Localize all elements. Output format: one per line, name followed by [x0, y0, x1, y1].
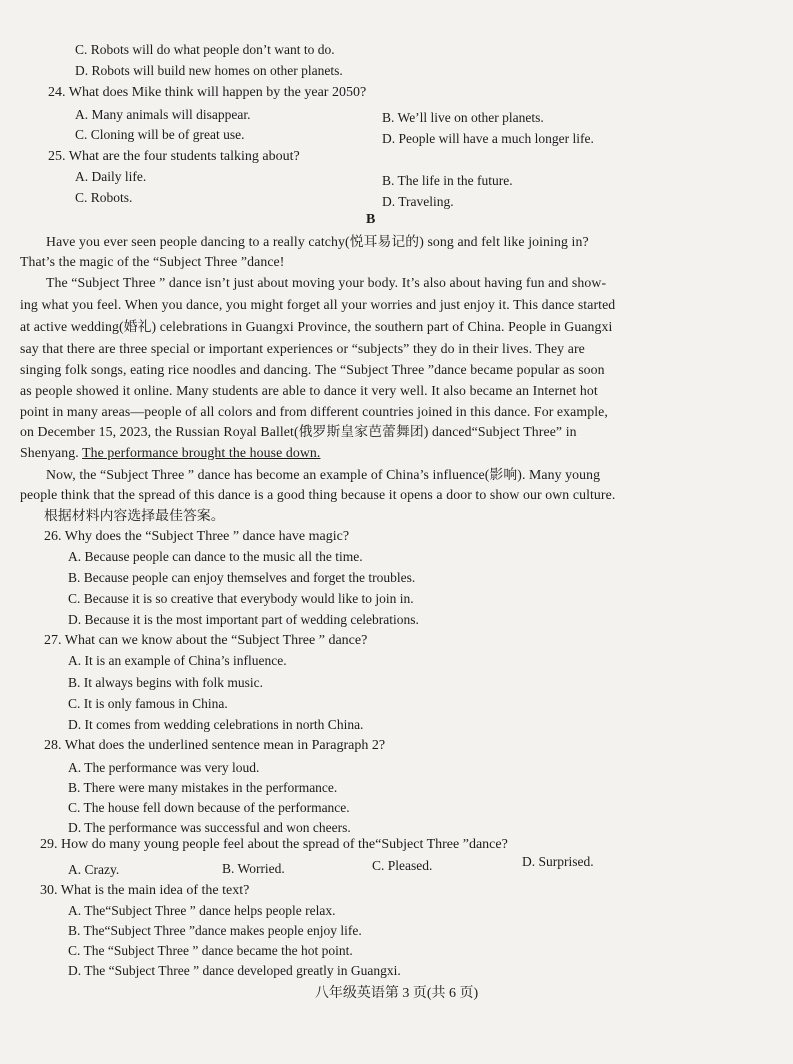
option-letter: D. — [382, 194, 396, 209]
option-letter: C. — [372, 858, 385, 873]
option-letter: C. — [68, 800, 81, 815]
option-letter: B. — [222, 861, 235, 876]
option-letter: D. — [382, 131, 396, 146]
q30-option-d — [68, 962, 401, 980]
option-letter: A. — [68, 903, 82, 918]
option-text: It is an example of China’s influence. — [84, 653, 287, 668]
option-letter: A. — [68, 760, 82, 775]
q25-stem — [48, 148, 300, 166]
option-letter: B. — [68, 675, 81, 690]
q28-stem — [44, 737, 385, 755]
q25-option-d — [382, 193, 454, 211]
option-text: Because it is so creative that everybody would like to join in. — [83, 591, 414, 606]
q23-option-c — [75, 41, 335, 59]
option-text: Robots will do what people don’t want to do. — [90, 42, 335, 57]
q30-option-b — [68, 922, 362, 940]
option-text: It comes from wedding celebrations in north China. — [84, 717, 364, 732]
option-letter: C. — [68, 591, 81, 606]
question-number: 25. — [48, 149, 66, 164]
q25-option-a — [75, 168, 146, 186]
q29-option-a — [68, 861, 119, 879]
option-text: Robots. — [90, 190, 133, 205]
option-text: People will have a much longer life. — [398, 131, 594, 146]
option-letter: D. — [68, 820, 82, 835]
option-text: The performance was very loud. — [84, 760, 260, 775]
option-text: Because people can dance to the music all the time. — [84, 549, 363, 564]
option-text: Cloning will be of great use. — [90, 127, 245, 142]
q27-option-a — [68, 652, 287, 670]
option-text: The “Subject Three ” dance developed greatly in Guangxi. — [84, 963, 401, 978]
passage-line: at active wedding(婚礼) celebrations in Guangxi Province, the southern part of China. People in Guangxi — [20, 319, 613, 334]
q26-option-d — [68, 611, 419, 629]
option-text: Many animals will disappear. — [91, 107, 251, 122]
option-letter: A. — [68, 653, 82, 668]
q25-option-c — [75, 189, 132, 207]
option-text: The “Subject Three ” dance became the hot point. — [83, 943, 353, 958]
q28-option-a — [68, 759, 259, 777]
question-text: What does Mike think will happen by the year 2050? — [68, 85, 367, 100]
option-letter: C. — [68, 943, 81, 958]
passage-line: singing folk songs, eating rice noodles and dancing. The “Subject Three ”dance became popular as soon — [20, 362, 605, 377]
option-letter: D. — [68, 963, 82, 978]
underlined-sentence: The performance brought the house down. — [82, 445, 321, 460]
option-letter: A. — [75, 107, 89, 122]
q24-stem — [48, 84, 366, 102]
passage-line: say that there are three special or important experiences or “subjects” they do in their lives. They are — [20, 341, 585, 356]
q27-option-b — [68, 674, 263, 692]
q30-stem — [40, 882, 249, 900]
option-letter: C. — [68, 696, 81, 711]
passage-line: point in many areas—people of all colors and from different countries joined in this dance. For example, — [20, 404, 608, 419]
option-letter: C. — [75, 42, 88, 57]
q24-option-d — [382, 130, 594, 148]
option-letter: A. — [68, 862, 82, 877]
option-letter: B. — [382, 173, 395, 188]
q30-option-a — [68, 902, 336, 920]
page-footer: 八年级英语第 3 页(共 6 页) — [314, 986, 479, 1001]
option-text: The“Subject Three ”dance makes people enjoy life. — [83, 923, 362, 938]
q26-stem — [44, 528, 349, 546]
option-text: We’ll live on other planets. — [397, 110, 544, 125]
question-text: How do many young people feel about the spread of the“Subject Three ”dance? — [61, 837, 508, 852]
question-number: 29. — [40, 837, 58, 852]
passage-line: The “Subject Three ” dance isn’t just about moving your body. It’s also about having fun and show- — [46, 275, 607, 290]
passage-line: ing what you feel. When you dance, you might forget all your worries and just enjoy it. This dance started — [20, 297, 616, 312]
option-text: The“Subject Three ” dance helps people relax. — [84, 903, 336, 918]
q28-option-b — [68, 779, 337, 797]
option-text: Robots will build new homes on other planets. — [91, 63, 343, 78]
option-text: Traveling. — [398, 194, 454, 209]
passage-line-shenyang — [20, 444, 320, 462]
option-letter: D. — [68, 717, 82, 732]
option-text: Because people can enjoy themselves and forget the troubles. — [83, 570, 416, 585]
q26-option-a — [68, 548, 363, 566]
q24-option-b — [382, 109, 544, 127]
question-text: What can we know about the “Subject Three ” dance? — [64, 633, 368, 648]
option-text: Pleased. — [387, 858, 433, 873]
question-text: What is the main idea of the text? — [60, 883, 250, 898]
option-letter: B. — [382, 110, 395, 125]
q25-option-b — [382, 172, 513, 190]
q30-option-c — [68, 942, 353, 960]
question-number: 27. — [44, 633, 62, 648]
q26-option-b — [68, 569, 415, 587]
q29-option-d — [522, 853, 594, 871]
question-number: 24. — [48, 85, 66, 100]
option-text: Daily life. — [91, 169, 147, 184]
instruction: 根据材料内容选择最佳答案。 — [44, 508, 225, 523]
option-text: The house fell down because of the performance. — [83, 800, 350, 815]
passage-line: on December 15, 2023, the Russian Royal Ballet(俄罗斯皇家芭蕾舞团) danced“Subject Three” in — [20, 424, 577, 439]
q29-option-b — [222, 860, 285, 878]
question-text: What does the underlined sentence mean in Paragraph 2? — [64, 738, 386, 753]
option-letter: D. — [75, 63, 89, 78]
option-letter: B. — [68, 780, 81, 795]
q27-stem — [44, 632, 367, 650]
passage-text: Shenyang. — [20, 445, 79, 460]
passage-line: Now, the “Subject Three ” dance has become an example of China’s influence(影响). Many young — [46, 467, 601, 482]
passage-line: people think that the spread of this dance is a good thing because it opens a door to show our own culture. — [20, 487, 616, 502]
option-text: It always begins with folk music. — [83, 675, 263, 690]
q27-option-c — [68, 695, 228, 713]
question-number: 28. — [44, 738, 62, 753]
passage-line: That’s the magic of the “Subject Three ”dance! — [20, 254, 285, 269]
option-text: The life in the future. — [397, 173, 513, 188]
option-text: There were many mistakes in the performance. — [83, 780, 338, 795]
q24-option-c — [75, 126, 245, 144]
option-letter: D. — [522, 854, 536, 869]
q24-option-a — [75, 106, 250, 124]
option-text: The performance was successful and won cheers. — [84, 820, 351, 835]
section-heading: B — [366, 212, 376, 227]
option-text: Crazy. — [84, 862, 120, 877]
option-text: Surprised. — [538, 854, 594, 869]
q28-option-d — [68, 819, 351, 837]
passage-line: as people showed it online. Many students are able to dance it very well. It also became an Internet hot — [20, 383, 598, 398]
q28-option-c — [68, 799, 350, 817]
q29-option-c — [372, 857, 432, 875]
option-letter: A. — [75, 169, 89, 184]
option-letter: C. — [75, 190, 88, 205]
option-letter: B. — [68, 570, 81, 585]
question-number: 26. — [44, 529, 62, 544]
option-text: Worried. — [237, 861, 285, 876]
option-letter: C. — [75, 127, 88, 142]
q26-option-c — [68, 590, 414, 608]
q23-option-d — [75, 62, 343, 80]
passage-line: Have you ever seen people dancing to a really catchy(悦耳易记的) song and felt like joining in? — [46, 234, 589, 249]
q27-option-d — [68, 716, 363, 734]
option-letter: B. — [68, 923, 81, 938]
question-number: 30. — [40, 883, 58, 898]
option-letter: D. — [68, 612, 82, 627]
option-text: It is only famous in China. — [83, 696, 228, 711]
q29-stem — [40, 836, 508, 854]
question-text: What are the four students talking about? — [68, 149, 300, 164]
question-text: Why does the “Subject Three ” dance have magic? — [64, 529, 350, 544]
option-text: Because it is the most important part of wedding celebrations. — [84, 612, 419, 627]
option-letter: A. — [68, 549, 82, 564]
